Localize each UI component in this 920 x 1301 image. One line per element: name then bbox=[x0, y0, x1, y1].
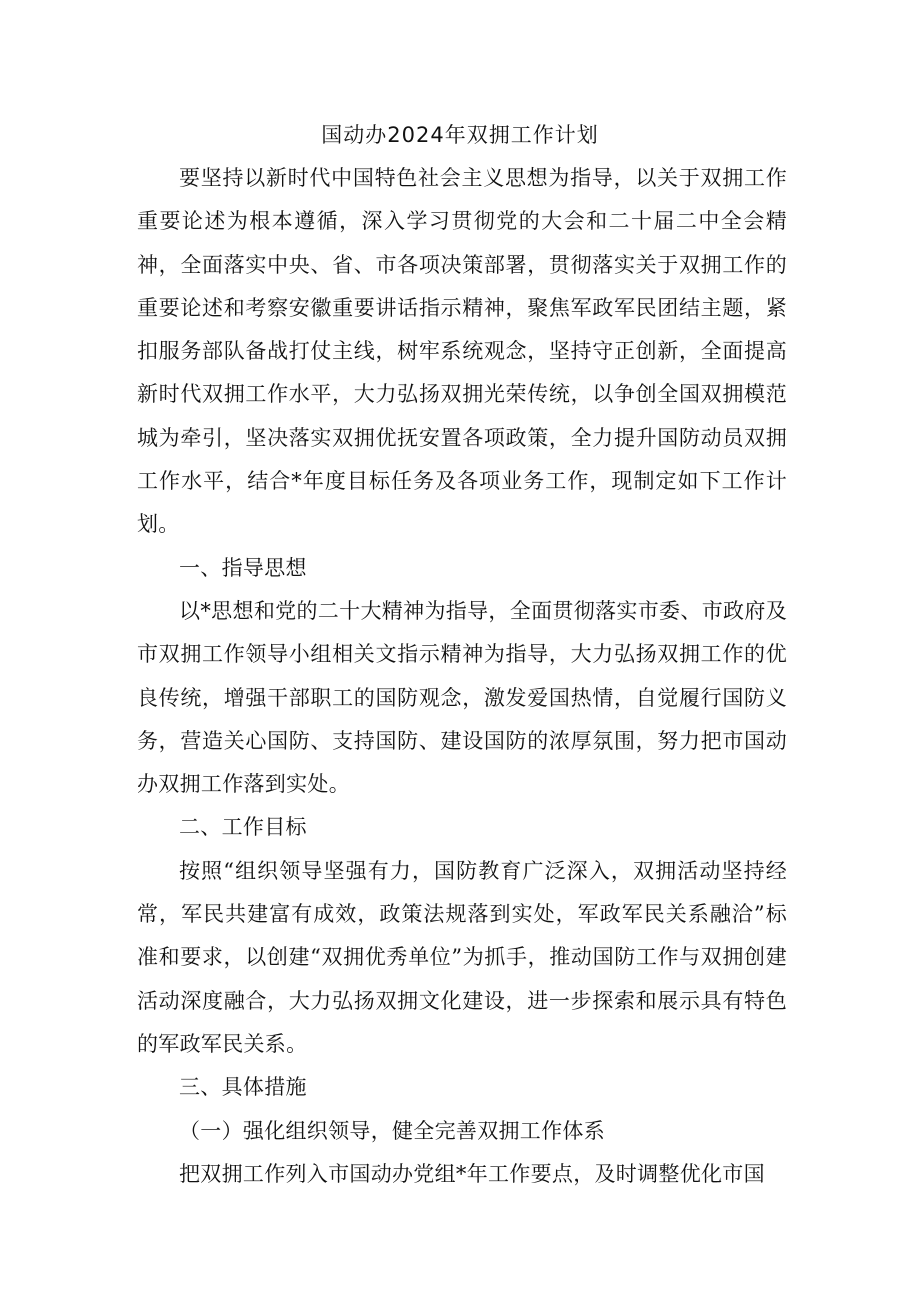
intro-paragraph: 要坚持以新时代中国特色社会主义思想为指导，以关于双拥工作重要论述为根本遵循，深入学习贯彻党的大会和二十届二中全会精神，全面落实中央、省、市各项决策部署，贯彻落实关于双拥工作的重要论述和考察安徽重要讲话指示精神，聚焦军政军民团结主题，紧扣服务部队备战打仗主线，树牢系统观念，坚持守正创新，全面提高新时代双拥工作水平，大力弘扬双拥光荣传统，以争创全国双拥模范城为牵引，坚决落实双拥优抚安置各项政策，全力提升国防动员双拥工作水平，结合*年度目标任务及各项业务工作，现制定如下工作计划。 bbox=[137, 166, 787, 537]
section-paragraph-work-goals: 按照“组织领导坚强有力，国防教育广泛深入，双拥活动坚持经常，军民共建富有成效，政策法规落到实处，军政军民关系融洽”标准和要求，以创建“双拥优秀单位”为抓手，推动国防工作与双拥创建活动深度融合，大力弘扬双拥文化建设，进一步探索和展示具有特色的军政军民关系。 bbox=[137, 858, 787, 1056]
section-heading-guiding-ideology: 一、指导思想 bbox=[179, 555, 307, 580]
subsection-paragraph-organization: 把双拥工作列入市国动办党组*年工作要点，及时调整优化市国 bbox=[179, 1161, 765, 1186]
section-paragraph-guiding-ideology: 以*思想和党的二十大精神为指导，全面贯彻落实市委、市政府及市双拥工作领导小组相关文指示精神为指导，大力弘扬双拥工作的优良传统，增强干部职工的国防观念，激发爱国热情，自觉履行国防义务，营造关心国防、支持国防、建设国防的浓厚氛围，努力把市国动办双拥工作落到实处。 bbox=[137, 598, 787, 797]
section-heading-work-goals: 二、工作目标 bbox=[179, 815, 307, 840]
document-title: 国动办2024年双拥工作计划 bbox=[321, 123, 599, 147]
section-heading-specific-measures: 三、具体措施 bbox=[179, 1075, 307, 1100]
document-body bbox=[137, 157, 787, 1196]
subsection-heading-organization: （一）强化组织领导，健全完善双拥工作体系 bbox=[179, 1118, 605, 1143]
